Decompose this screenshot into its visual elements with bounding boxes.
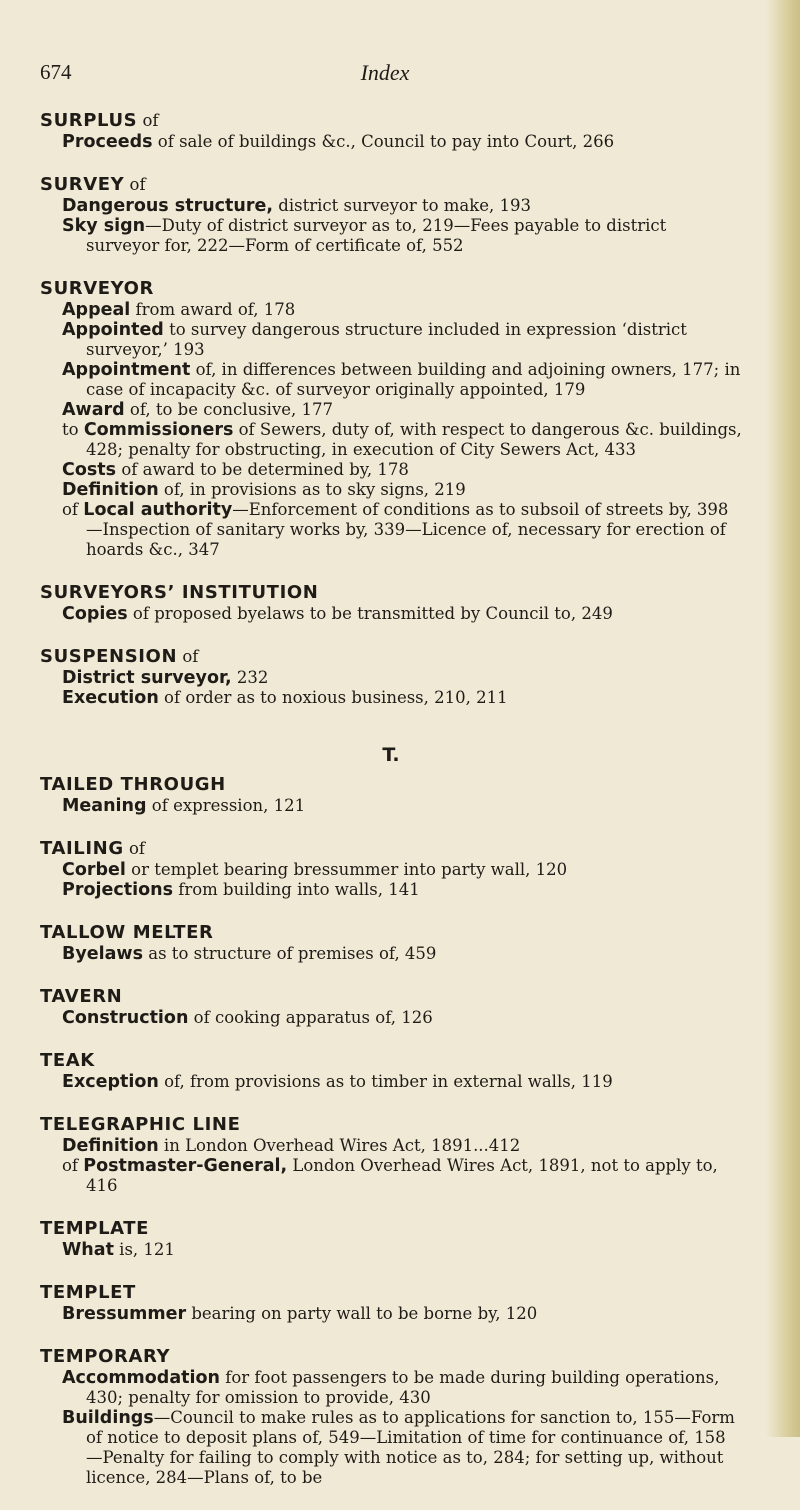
index-entry bbox=[40, 278, 742, 560]
entry-heading bbox=[40, 774, 742, 796]
index-entry bbox=[40, 838, 742, 900]
subentry bbox=[40, 796, 742, 816]
subentry-text: is, 121 bbox=[113, 1240, 175, 1259]
entry-head-term: SURVEYORS’ INSTITUTION bbox=[40, 582, 319, 603]
index-entry bbox=[40, 110, 742, 152]
subentry-keyword: Definition bbox=[62, 1136, 159, 1156]
entry-head-term: TAILED THROUGH bbox=[40, 774, 226, 795]
subentry-keyword: Sky sign bbox=[62, 216, 146, 236]
entry-head-term: TEAK bbox=[40, 1050, 95, 1071]
entry-heading bbox=[40, 1114, 742, 1136]
subentry-text: to survey dangerous structure included in expression ‘district surveyor,’ 193 bbox=[86, 320, 687, 359]
entry-heading bbox=[40, 646, 742, 668]
subentry bbox=[40, 1304, 742, 1324]
index-entry bbox=[40, 1282, 742, 1324]
entry-heading bbox=[40, 1218, 742, 1240]
index-entry bbox=[40, 1218, 742, 1260]
index-content bbox=[40, 110, 742, 1510]
subentry bbox=[40, 604, 742, 624]
subentry-keyword: District surveyor, bbox=[62, 668, 232, 688]
subentry bbox=[40, 1136, 742, 1156]
subentry-text: district surveyor to make, 193 bbox=[273, 196, 531, 215]
subentry-text: from building into walls, 141 bbox=[172, 880, 420, 899]
subentry-text: —Enforcement of conditions as to subsoil of streets by, 398—Inspection of sanitary works by, 339—Licence of, necessary for erection of hoards &c., 347 bbox=[86, 500, 729, 559]
index-entry bbox=[40, 922, 742, 964]
subentry-keyword: Bressummer bbox=[62, 1304, 187, 1324]
subentry-keyword: Byelaws bbox=[62, 944, 144, 964]
index-entry bbox=[40, 646, 742, 708]
page-header bbox=[40, 60, 730, 100]
subentry-keyword: Appointment bbox=[62, 360, 191, 380]
subentry-keyword: Copies bbox=[62, 604, 128, 624]
subentry-keyword: Buildings bbox=[62, 1408, 154, 1428]
subentry-text: bearing on party wall to be borne by, 120 bbox=[186, 1304, 538, 1323]
running-title: Index bbox=[360, 60, 410, 85]
page-edge-shadow bbox=[766, 0, 800, 1437]
subentry bbox=[40, 400, 742, 420]
subentry-text: —Duty of district surveyor as to, 219—Fees payable to district surveyor for, 222—Form of certificate of, 552 bbox=[86, 216, 667, 255]
entry-heading bbox=[40, 582, 742, 604]
subentry-keyword: Meaning bbox=[62, 796, 147, 816]
entry-head-suffix: of bbox=[123, 839, 146, 858]
subentry-text: for foot passengers to be made during building operations, 430; penalty for omission to provide, 430 bbox=[86, 1368, 720, 1407]
entry-head-term: SURVEYOR bbox=[40, 278, 155, 299]
subentry bbox=[40, 880, 742, 900]
subentry bbox=[40, 1008, 742, 1028]
subentry-keyword: Appeal bbox=[62, 300, 131, 320]
subentry bbox=[40, 500, 742, 560]
entry-head-term: TEMPORARY bbox=[40, 1346, 171, 1367]
subentry-keyword: Local authority bbox=[83, 500, 233, 520]
entry-head-term: SURVEY bbox=[40, 174, 125, 195]
entry-heading bbox=[40, 1346, 742, 1368]
subentry-prefix: of bbox=[62, 500, 84, 519]
subentry-text: of award to be determined by, 178 bbox=[116, 460, 409, 479]
subentry-text: of cooking apparatus of, 126 bbox=[188, 1008, 433, 1027]
entry-head-term: SUSPENSION bbox=[40, 646, 178, 667]
subentry bbox=[40, 1072, 742, 1092]
subentry-keyword: Exception bbox=[62, 1072, 159, 1092]
subentry bbox=[40, 860, 742, 880]
entry-heading bbox=[40, 986, 742, 1008]
entry-heading bbox=[40, 922, 742, 944]
subentry bbox=[40, 668, 742, 688]
subentry bbox=[40, 320, 742, 360]
entry-head-suffix: of bbox=[124, 175, 146, 194]
entry-head-term: TAVERN bbox=[40, 986, 123, 1007]
subentry-keyword: Dangerous structure, bbox=[62, 196, 274, 216]
entry-heading bbox=[40, 1282, 742, 1304]
subentry-text: from award of, 178 bbox=[130, 300, 296, 319]
index-entry bbox=[40, 582, 742, 624]
subentry bbox=[40, 1408, 742, 1488]
subentry-prefix: to bbox=[62, 420, 84, 439]
entry-head-term: TELEGRAPHIC LINE bbox=[40, 1114, 241, 1135]
subentry-keyword: Costs bbox=[62, 460, 117, 480]
subentry-text: London Overhead Wires Act, 1891, not to apply to, 416 bbox=[86, 1156, 718, 1195]
subentry-text: of, in differences between building and adjoining owners, 177; in case of incapacity &c. of surveyor originally appointed, 179 bbox=[86, 360, 741, 399]
subentry bbox=[40, 196, 742, 216]
entry-head-term: TEMPLATE bbox=[40, 1218, 150, 1239]
index-entry bbox=[40, 774, 742, 816]
index-entry bbox=[40, 986, 742, 1028]
subentry bbox=[40, 1156, 742, 1196]
subentry-text: of, from provisions as to timber in external walls, 119 bbox=[158, 1072, 613, 1091]
subentry bbox=[40, 132, 742, 152]
subentry-text: as to structure of premises of, 459 bbox=[143, 944, 437, 963]
subentry-text: of sale of buildings &c., Council to pay into Court, 266 bbox=[152, 132, 615, 151]
subentry-keyword: Corbel bbox=[62, 860, 126, 880]
entry-heading bbox=[40, 838, 742, 860]
s-entries bbox=[40, 110, 742, 708]
subentry-prefix: of bbox=[62, 1156, 84, 1175]
entry-head-term: SURPLUS bbox=[40, 110, 138, 131]
subentry-keyword: Postmaster-General, bbox=[83, 1156, 288, 1176]
subentry bbox=[40, 360, 742, 400]
entry-heading bbox=[40, 278, 742, 300]
subentry-text: of expression, 121 bbox=[146, 796, 306, 815]
index-entry bbox=[40, 174, 742, 256]
subentry-keyword: Commissioners bbox=[83, 420, 234, 440]
subentry-keyword: Projections bbox=[62, 880, 173, 900]
subentry-keyword: Proceeds bbox=[62, 132, 153, 152]
subentry-keyword: Appointed bbox=[62, 320, 164, 340]
entry-head-term: TEMPLET bbox=[40, 1282, 136, 1303]
section-letter: T. bbox=[382, 744, 400, 766]
subentry bbox=[40, 420, 742, 460]
index-entry bbox=[40, 1346, 742, 1488]
subentry-keyword: Award bbox=[62, 400, 125, 420]
subentry bbox=[40, 1368, 742, 1408]
subentry-text: —Council to make rules as to applications for sanction to, 155—Form of notice to deposit plans of, 549—Limitation of time for continuance of, 158—Penalty for failing to comply with notice as to, 284; for setting up, without licence, 284—Plans of, to be bbox=[86, 1408, 735, 1487]
subentry bbox=[40, 1240, 742, 1260]
entry-head-term: TALLOW MELTER bbox=[40, 922, 214, 943]
index-entry bbox=[40, 1050, 742, 1092]
subentry-keyword: What bbox=[62, 1240, 114, 1260]
subentry-text: of proposed byelaws to be transmitted by Council to, 249 bbox=[127, 604, 613, 623]
index-entry bbox=[40, 1114, 742, 1196]
subentry-text: or templet bearing bressummer into party wall, 120 bbox=[125, 860, 568, 879]
subentry-text: of, in provisions as to sky signs, 219 bbox=[158, 480, 466, 499]
subentry bbox=[40, 216, 742, 256]
subentry-text: of order as to noxious business, 210, 211 bbox=[158, 688, 508, 707]
subentry-keyword: Execution bbox=[62, 688, 159, 708]
entry-heading bbox=[40, 174, 742, 196]
page-number: 674 bbox=[40, 60, 72, 84]
subentry-text: 232 bbox=[231, 668, 269, 687]
subentry-keyword: Accommodation bbox=[62, 1368, 220, 1388]
t-entries bbox=[40, 774, 742, 1488]
subentry bbox=[40, 480, 742, 500]
subentry-text: of, to be conclusive, 177 bbox=[124, 400, 334, 419]
entry-heading bbox=[40, 1050, 742, 1072]
subentry-text: in London Overhead Wires Act, 1891...412 bbox=[158, 1136, 521, 1155]
subentry-keyword: Construction bbox=[62, 1008, 189, 1028]
subentry bbox=[40, 944, 742, 964]
subentry bbox=[40, 300, 742, 320]
entry-head-term: TAILING bbox=[40, 838, 124, 859]
subentry bbox=[40, 688, 742, 708]
subentry-keyword: Definition bbox=[62, 480, 159, 500]
entry-heading bbox=[40, 110, 742, 132]
entry-head-suffix: of bbox=[177, 647, 199, 666]
subentry-text: of Sewers, duty of, with respect to dangerous &c. buildings, 428; penalty for obstructing, in execution of City Sewers Act, 433 bbox=[86, 420, 742, 459]
subentry bbox=[40, 460, 742, 480]
entry-head-suffix: of bbox=[137, 111, 159, 130]
